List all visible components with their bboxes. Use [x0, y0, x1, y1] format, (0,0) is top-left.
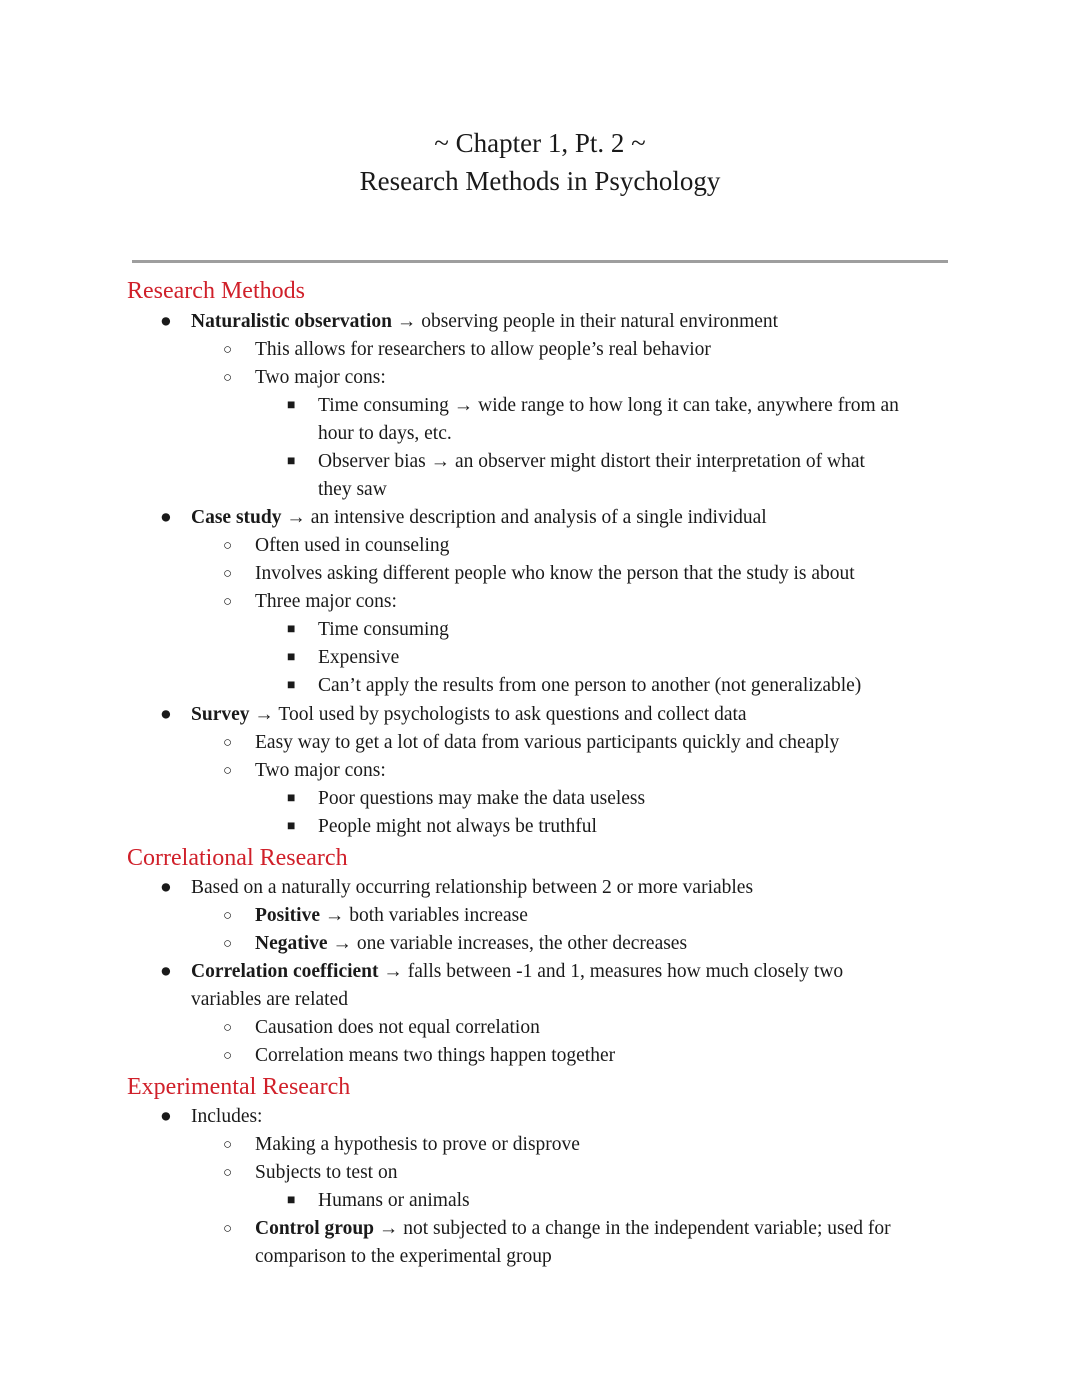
list-item: Making a hypothesis to prove or disprove: [255, 1134, 580, 1155]
circle-bullet-icon: ○: [223, 735, 233, 751]
square-bullet-icon: ■: [287, 1193, 296, 1208]
circle-bullet-icon: ○: [223, 936, 233, 952]
heading-research-methods: Research Methods: [127, 278, 305, 304]
list-item-continued: comparison to the experimental group: [255, 1246, 552, 1267]
circle-bullet-icon: ○: [223, 370, 233, 386]
circle-bullet-icon: ○: [223, 763, 233, 779]
list-item: Poor questions may make the data useless: [318, 788, 646, 809]
circle-bullet-icon: ○: [223, 342, 233, 358]
term-case-study: Case study: [191, 507, 282, 528]
square-bullet-icon: ■: [287, 454, 296, 469]
circle-bullet-icon: ○: [223, 1221, 233, 1237]
definition: → both variables increase: [319, 905, 528, 926]
square-bullet-icon: ■: [287, 622, 296, 637]
square-bullet-icon: ■: [287, 398, 296, 413]
circle-bullet-icon: ○: [223, 1020, 233, 1036]
list-item-continued: hour to days, etc.: [318, 423, 452, 444]
list-item-positive: [255, 902, 528, 930]
definition: → an intensive description and analysis of a single individual: [281, 507, 767, 528]
bullet-icon: ●: [160, 507, 172, 528]
term-correlation-coefficient: Correlation coefficient: [191, 961, 379, 982]
list-item: Time consuming → wide range to how long it can take, anywhere from an: [318, 395, 899, 416]
list-item: Time consuming: [318, 619, 449, 640]
square-bullet-icon: ■: [287, 650, 296, 665]
circle-bullet-icon: ○: [223, 538, 233, 554]
definition: → observing people in their natural environment: [391, 311, 779, 332]
list-item: Observer bias → an observer might distort their interpretation of what: [318, 451, 865, 472]
list-item: Includes:: [191, 1106, 263, 1127]
heading-correlational-research: Correlational Research: [127, 845, 348, 871]
circle-bullet-icon: ○: [223, 566, 233, 582]
list-item: Involves asking different people who know the person that the study is about: [255, 563, 855, 584]
list-item: People might not always be truthful: [318, 816, 597, 837]
list-item-naturalistic: [191, 308, 778, 336]
list-item: Can’t apply the results from one person to another (not generalizable): [318, 675, 862, 696]
list-item: Based on a naturally occurring relationship between 2 or more variables: [191, 877, 754, 898]
circle-bullet-icon: ○: [223, 1048, 233, 1064]
list-item-negative: [255, 930, 687, 958]
heading-experimental-research: Experimental Research: [127, 1074, 351, 1100]
list-item: This allows for researchers to allow people’s real behavior: [255, 339, 711, 360]
list-item-continued: variables are related: [191, 989, 348, 1010]
title-chapter: ~ Chapter 1, Pt. 2 ~: [434, 128, 646, 158]
term-positive: Positive: [255, 905, 320, 926]
list-item: Easy way to get a lot of data from various participants quickly and cheaply: [255, 732, 840, 753]
list-item: Two major cons:: [255, 760, 386, 781]
term-survey: Survey: [191, 704, 250, 725]
list-item-continued: they saw: [318, 479, 387, 500]
circle-bullet-icon: ○: [223, 1137, 233, 1153]
bullet-icon: ●: [160, 877, 172, 898]
square-bullet-icon: ■: [287, 819, 296, 834]
circle-bullet-icon: ○: [223, 1165, 233, 1181]
definition: → one variable increases, the other decreases: [327, 933, 688, 954]
term-negative: Negative: [255, 933, 328, 954]
circle-bullet-icon: ○: [223, 594, 233, 610]
circle-bullet-icon: ○: [223, 908, 233, 924]
bullet-icon: ●: [160, 1106, 172, 1127]
document-title: [0, 124, 1080, 200]
term-control-group: Control group: [255, 1218, 375, 1239]
list-item: Correlation means two things happen together: [255, 1045, 616, 1066]
square-bullet-icon: ■: [287, 678, 296, 693]
list-item: Subjects to test on: [255, 1162, 398, 1183]
list-item: Causation does not equal correlation: [255, 1017, 540, 1038]
bullet-icon: ●: [160, 961, 172, 982]
list-item: Two major cons:: [255, 367, 386, 388]
horizontal-divider: [132, 260, 948, 263]
list-item-case-study: [191, 504, 767, 532]
list-item: Expensive: [318, 647, 400, 668]
list-item: Humans or animals: [318, 1190, 470, 1211]
definition: → Tool used by psychologists to ask questions and collect data: [249, 704, 747, 725]
square-bullet-icon: ■: [287, 791, 296, 806]
definition: → falls between -1 and 1, measures how much closely two: [378, 961, 844, 982]
list-item-control-group: [255, 1215, 891, 1243]
list-item: Three major cons:: [255, 591, 397, 612]
bullet-icon: ●: [160, 311, 172, 332]
title-subject: Research Methods in Psychology: [359, 166, 721, 196]
bullet-icon: ●: [160, 704, 172, 725]
definition: → not subjected to a change in the independent variable; used for: [374, 1218, 891, 1239]
term-naturalistic: Naturalistic observation: [191, 311, 392, 332]
list-item: Often used in counseling: [255, 535, 450, 556]
list-item-correlation-coefficient: [191, 958, 843, 986]
list-item-survey: [191, 701, 747, 729]
